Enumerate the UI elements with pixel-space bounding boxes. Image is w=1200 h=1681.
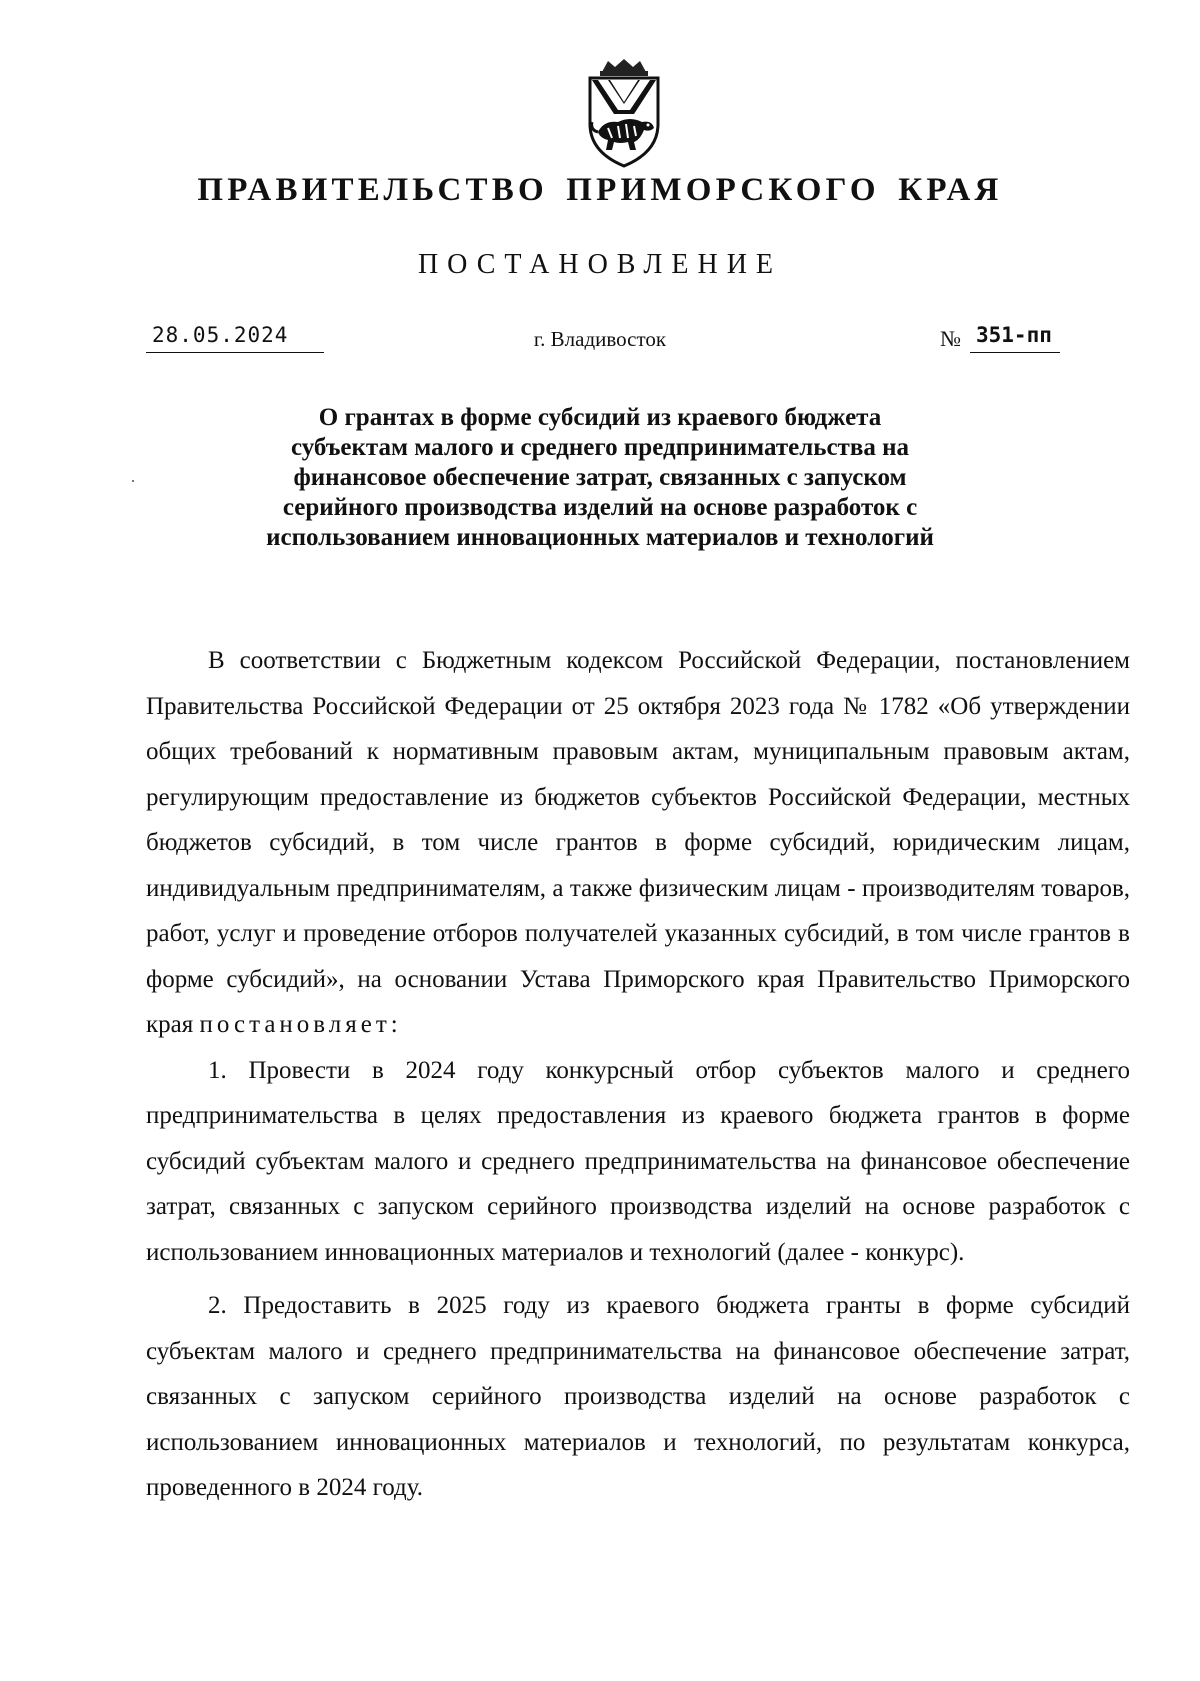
item-2-paragraph: 2. Предоставить в 2025 году из краевого бюджета гранты в форме субсидий субъектам малого и среднего предпринимательства на финансовое обеспечение затрат, связанных с запуском серийного производства изделий на основе разработок с использованием инновационных материалов и технологий, по результатам конкурса, проведенного в 2024 году. bbox=[146, 1292, 1130, 1501]
document-number-field bbox=[940, 322, 1060, 352]
heading-line: серийного производства изделий на основе разработок с bbox=[282, 494, 918, 521]
organization-title: ПРАВИТЕЛЬСТВО ПРИМОРСКОГО КРАЯ bbox=[197, 172, 1003, 208]
heading-line: использованием инновационных материалов и технологий bbox=[266, 524, 934, 551]
coat-of-arms-icon bbox=[578, 58, 670, 170]
city-label: г. Владивосток bbox=[533, 327, 667, 351]
number-sign: № bbox=[940, 326, 961, 351]
heading-line: финансовое обеспечение затрат, связанных с запуском bbox=[293, 464, 907, 491]
document-body bbox=[146, 638, 1130, 1511]
document-heading bbox=[200, 403, 1000, 553]
heading-line: субъектам малого и среднего предпринимательства на bbox=[291, 434, 909, 461]
heading-line: О грантах в форме субсидий из краевого бюджета bbox=[318, 404, 882, 431]
preamble-text: В соответствии с Бюджетным кодексом Российской Федерации, постановлением Правительства Российской Федерации от 25 октября 2023 года № 1782 «Об утверждении общих требований к нормативным правовым актам, муниципальным правовым актам, регулирующим предоставление из бюджетов субъектов Российской Федерации, местных бюджетов субсидий, в том числе грантов в форме субсидий, юридическим лицам, индивидуальным предпринимателям, а также физическим лицам - производителям товаров, работ, услуг и проведение отборов получателей указанных субсидий, в том числе грантов в форме субсидий», на основании Устава Приморского края Правительство Приморского края bbox=[146, 647, 1130, 1038]
resolves-word: постановляет: bbox=[199, 1011, 402, 1038]
document-date: 28.05.2024 bbox=[152, 323, 289, 347]
preamble-paragraph bbox=[146, 638, 1130, 1048]
scan-speck bbox=[132, 480, 134, 482]
item-1-paragraph: 1. Провести в 2024 году конкурсный отбор субъектов малого и среднего предпринимательства в целях предоставления из краевого бюджета грантов в форме субсидий субъектам малого и среднего предпринимательства на финансовое обеспечение затрат, связанных с запуском серийного производства изделий на основе разработок с использованием инновационных материалов и технологий (далее - конкурс). bbox=[146, 1056, 1130, 1266]
number-underline bbox=[970, 322, 1060, 353]
document-number: 351-пп bbox=[976, 323, 1052, 347]
document-type: ПОСТАНОВЛЕНИЕ bbox=[417, 249, 783, 280]
